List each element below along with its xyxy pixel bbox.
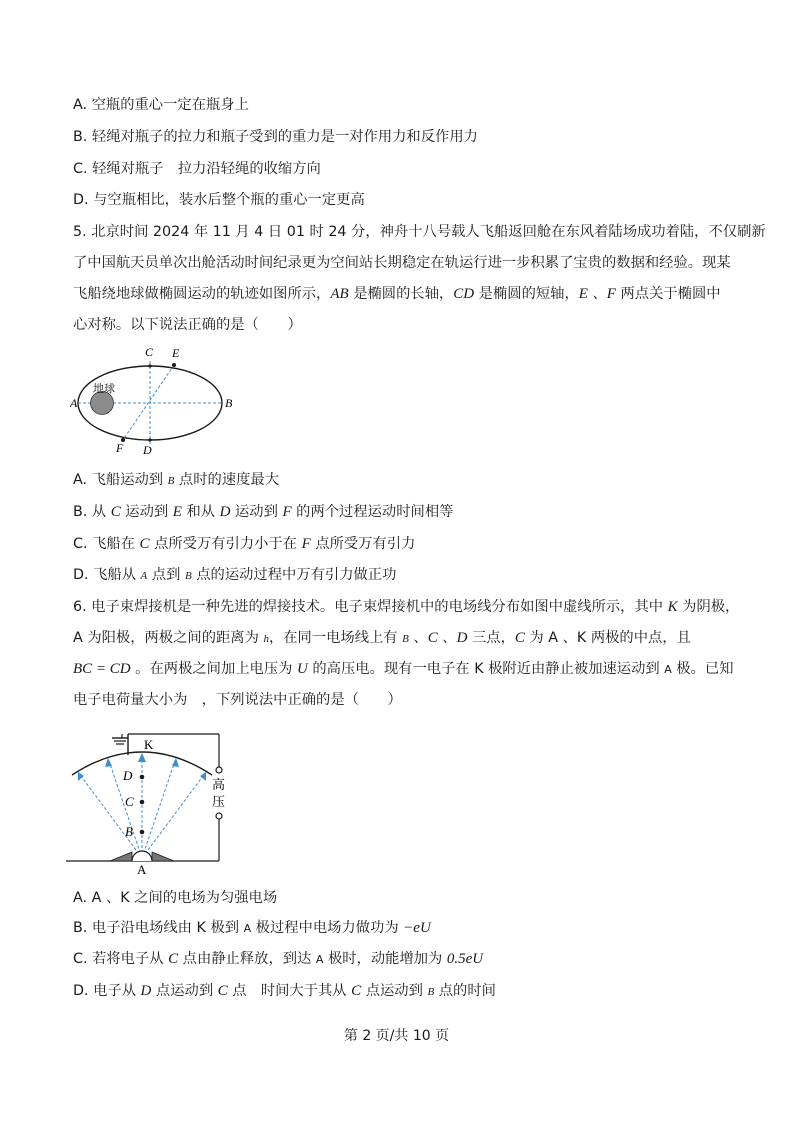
anode-right-wedge <box>152 852 174 861</box>
welder-diagram <box>66 725 241 875</box>
q6-option-a <box>73 888 277 908</box>
math-k: K <box>667 599 678 615</box>
math-d: D <box>219 504 231 520</box>
field-line <box>142 772 206 858</box>
math-minus-eu: −eU <box>403 920 431 936</box>
q6-stem-line4: 电子电荷量大小为 ，下列说法中正确的是（ ） <box>73 692 402 708</box>
math-b: B <box>427 986 435 998</box>
option-text: 点所受万有引力 <box>310 536 416 552</box>
option-text: A. <box>73 890 92 906</box>
math-f: F <box>606 286 616 302</box>
arrow-head <box>138 753 146 762</box>
math-e: E <box>578 286 588 302</box>
math-a: A <box>243 922 252 935</box>
q6-stem-text: 为阳极，两极之间的距离为 <box>82 630 264 646</box>
option-text: 点所受万有引力小于在 <box>149 536 302 552</box>
point-c-dot <box>140 800 145 805</box>
point-e-dot <box>172 363 176 367</box>
option-text: B. 电子沿电场线由 K 极到 <box>73 920 244 936</box>
math-u: U <box>297 661 308 677</box>
terminal-top <box>216 767 222 773</box>
earth-label: 地球 <box>93 382 115 395</box>
q5-option-a <box>73 470 279 491</box>
math-ab: AB <box>330 286 349 302</box>
q6-stem-text: 6. 电子束焊接机是一种先进的焊接技术。电子束焊接机中的电场线分布如图中虚线所示，其中 <box>73 599 668 615</box>
math-half-eu: 0.5eU <box>446 951 484 967</box>
math-d: D <box>456 630 468 646</box>
label-hv-2: 压 <box>212 795 226 810</box>
q6-stem-text: 极。已知 <box>671 661 734 677</box>
q5-option-c <box>73 534 415 554</box>
q6-stem-text: 的高压电。现有一电子在 K 极附近由静止被加速运动到 <box>307 661 665 677</box>
option-text: B. 从 <box>73 504 111 520</box>
q6-stem-text: 为阴极， <box>677 599 740 615</box>
q5-stem-line4: 心对称。以下说法正确的是（ ） <box>73 317 302 333</box>
q6-stem-line2 <box>73 628 691 649</box>
terminal-bottom <box>216 813 222 819</box>
option-text: A. 飞船运动到 <box>73 472 168 488</box>
math-c: C <box>139 536 150 552</box>
arrow-head <box>78 772 84 781</box>
option-text: 点运动到 <box>361 983 428 999</box>
option-text: D. 电子从 <box>73 983 141 999</box>
option-text: 和从 <box>181 504 220 520</box>
q4-option-a: A. 空瓶的重心一定在瓶身上 <box>73 97 249 113</box>
option-text: C. 若将电子从 <box>73 951 169 967</box>
arrow-head <box>172 758 179 767</box>
label-c: C <box>125 794 134 809</box>
field-line <box>78 772 142 858</box>
label-hv-1: 高 <box>212 778 226 793</box>
point-b-dot <box>140 830 145 835</box>
page-footer: 第 2 页/共 10 页 <box>343 1028 450 1044</box>
orbit-diagram <box>70 340 240 460</box>
q4-option-d: D. 与空瓶相比，装水后整个瓶的重心一定更高 <box>73 192 365 208</box>
math-bc-eq-cd: BC = CD <box>73 661 131 677</box>
q6-stem-text: 。在两极之间加上电压为 <box>130 661 297 677</box>
q6-stem-text: 三点， <box>467 630 515 646</box>
math-c: C <box>217 983 228 999</box>
label-a: A <box>70 396 78 410</box>
math-a: A <box>140 570 148 582</box>
q5-stem-text: 飞船绕地球做椭圆运动的轨迹如图所示， <box>73 286 331 302</box>
anode-left-wedge <box>110 852 132 861</box>
q5-stem-text: 是椭圆的短轴， <box>474 286 579 302</box>
q6-stem-text: 、 <box>437 630 457 646</box>
q6-option-b <box>73 918 431 939</box>
math-c: C <box>351 983 362 999</box>
math-a: A <box>91 890 102 906</box>
option-text: D. 飞船从 <box>73 567 141 583</box>
q5-stem-line2: 了中国航天员单次出舱活动时间纪录更为空间站长期稳定在轨运行进一步积累了宝贵的数据和经验。现某 <box>73 255 731 271</box>
option-text: 极时，动能增加为 <box>323 951 447 967</box>
math-c: C <box>168 951 179 967</box>
label-d: D <box>123 768 133 783</box>
label-e: E <box>172 346 180 360</box>
option-text: 点到 <box>147 567 185 583</box>
point-d-dot <box>148 438 151 441</box>
math-b: B <box>402 633 409 645</box>
option-text: 运动到 <box>120 504 173 520</box>
option-text: 点的运动过程中万有引力做正功 <box>191 567 397 583</box>
math-h: h <box>263 633 269 645</box>
math-b: B <box>167 475 175 487</box>
math-d: D <box>140 983 152 999</box>
option-text: 之间的电场为匀强电场 <box>129 890 278 906</box>
field-line <box>142 758 176 858</box>
q6-stem-text: ，在同一电场线上有 <box>268 630 403 646</box>
label-b: B <box>125 824 133 839</box>
option-text: C. 飞船在 <box>73 536 140 552</box>
q6-stem-line3 <box>73 659 734 680</box>
label-b: B <box>225 396 233 410</box>
option-text: 运动到 <box>230 504 283 520</box>
option-text: 点运动到 <box>151 983 218 999</box>
q6-stem-line1 <box>73 597 739 617</box>
q5-stem-line1: 5. 北京时间 2024 年 11 月 4 日 01 时 24 分，神舟十八号载人飞船返回舱在东风着陆场成功着陆，不仅刷新 <box>73 224 766 240</box>
math-k: K <box>120 890 130 906</box>
option-text: 的两个过程运动时间相等 <box>291 504 454 520</box>
option-text: 点的时间 <box>434 983 496 999</box>
option-text: 点由静止释放，到达 <box>178 951 316 967</box>
q5-stem-line3 <box>73 284 721 304</box>
math-a: A <box>664 663 672 676</box>
q6-option-d <box>73 981 496 1002</box>
q5-stem-text: 、 <box>587 286 607 302</box>
point-d-dot <box>140 775 145 780</box>
q5-stem-text: 是椭圆的长轴， <box>348 286 454 302</box>
label-k: K <box>144 737 154 752</box>
arrow-head <box>105 758 112 767</box>
point-c-dot <box>148 364 151 367</box>
math-b: B <box>184 570 192 582</box>
label-c: C <box>145 345 154 359</box>
math-c: C <box>514 630 525 646</box>
q5-stem-text: 两点关于椭圆中 <box>615 286 721 302</box>
option-text: 点 时间大于其从 <box>227 983 352 999</box>
math-c: C <box>110 504 121 520</box>
q6-stem-text: 、 <box>408 630 428 646</box>
label-d: D <box>143 443 152 457</box>
option-text: 、 <box>101 890 121 906</box>
math-a: A <box>315 953 324 966</box>
anode-arc <box>132 851 152 861</box>
math-cd: CD <box>453 286 475 302</box>
option-text: 点时的速度最大 <box>174 472 280 488</box>
q5-option-b <box>73 502 453 522</box>
q4-option-b: B. 轻绳对瓶子的拉力和瓶子受到的重力是一对作用力和反作用力 <box>73 129 478 145</box>
math-f: F <box>282 504 292 520</box>
arrow-head <box>200 772 206 781</box>
q6-stem-text: 为 A 、K 两极的中点，且 <box>524 630 691 646</box>
math-f: F <box>301 536 311 552</box>
label-a: A <box>137 862 147 875</box>
q6-option-c <box>73 949 483 970</box>
math-c: C <box>427 630 438 646</box>
math-e: E <box>172 504 182 520</box>
q5-option-d <box>73 565 396 586</box>
q4-option-c: C. 轻绳对瓶子 拉力沿轻绳的收缩方向 <box>73 161 321 177</box>
q6-stem-text: A <box>73 630 83 646</box>
option-text: 极过程中电场力做功为 <box>251 920 404 936</box>
label-f: F <box>116 441 124 455</box>
